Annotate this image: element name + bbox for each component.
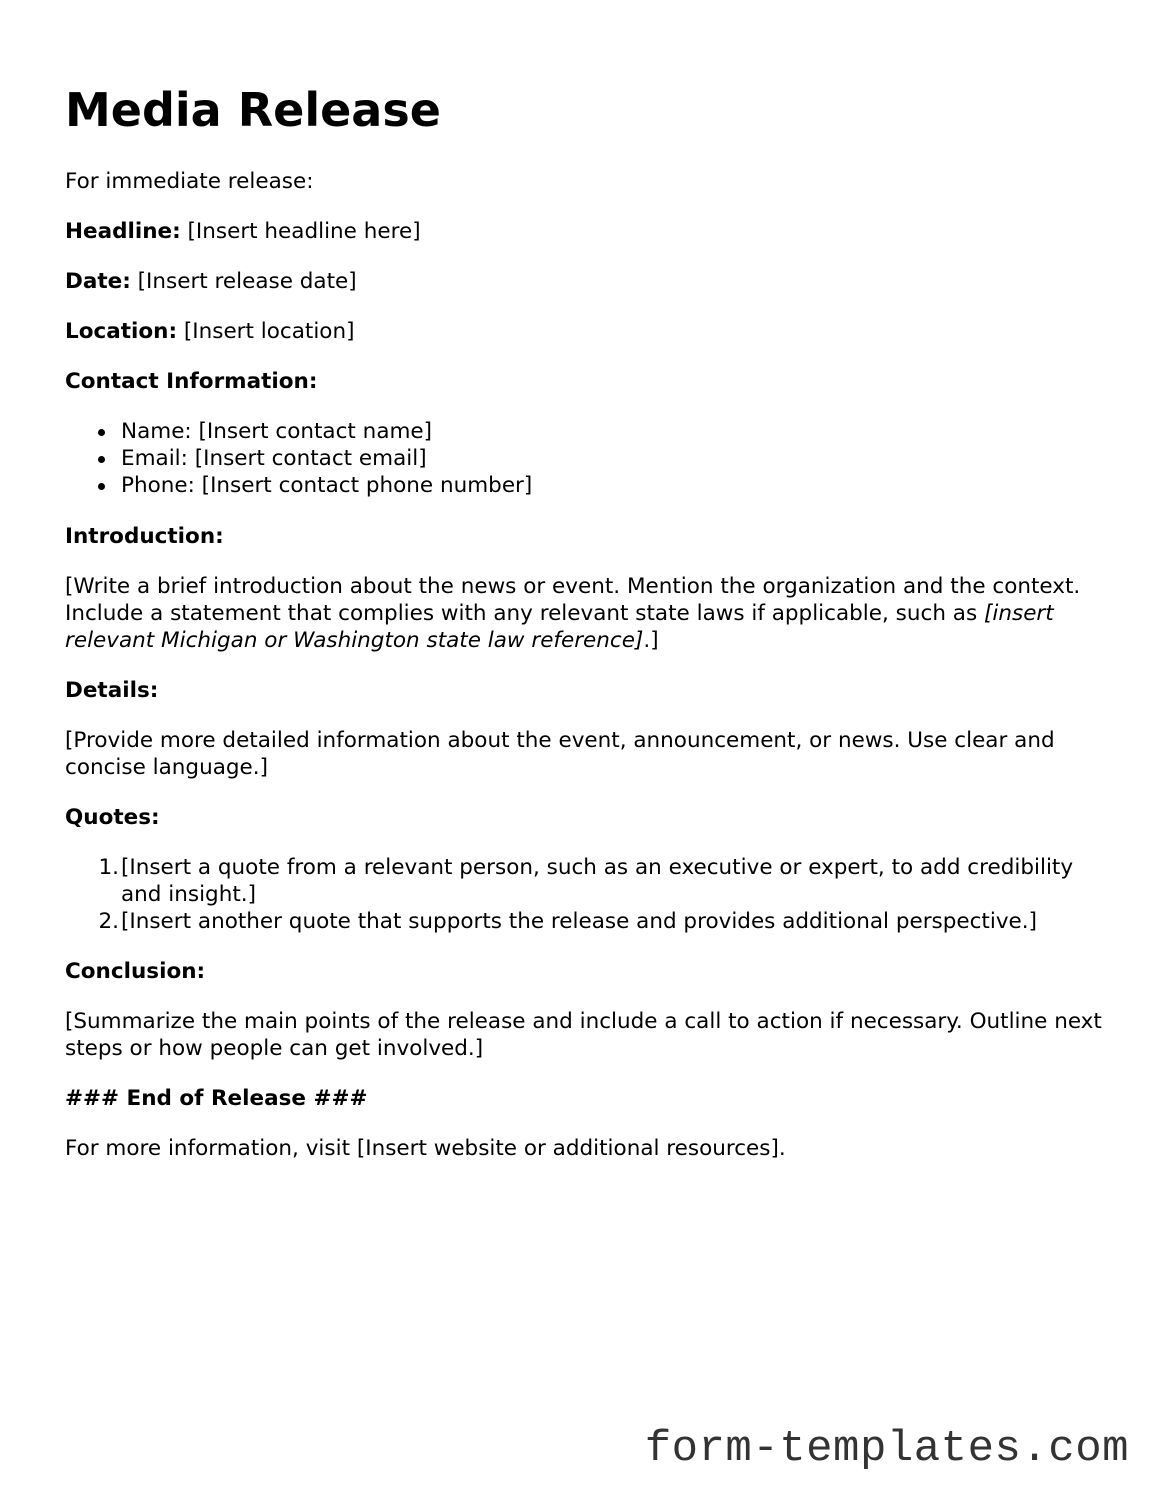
details-paragraph: [Provide more detailed information about the event, announcement, or news. Use clear and concise language.] bbox=[65, 728, 1055, 780]
contact-list bbox=[65, 418, 1105, 499]
bullet-icon bbox=[98, 456, 105, 463]
end-marker bbox=[65, 1085, 1105, 1112]
conclusion-paragraph: [Summarize the main points of the release and include a call to action if necessary. Outline next steps or how people can get involved.] bbox=[65, 1009, 1102, 1061]
introduction-text-end: .] bbox=[643, 628, 659, 653]
introduction-paragraph bbox=[65, 573, 1105, 654]
list-item bbox=[65, 908, 1105, 935]
introduction-text: [Write a brief introduction about the news or event. Mention the organization and the context. Include a statement that complies with any relevant state laws if applicable, such as bbox=[65, 574, 1081, 626]
list-item bbox=[65, 418, 1105, 445]
headline-row bbox=[65, 218, 1105, 245]
conclusion-heading-text: Conclusion: bbox=[65, 959, 206, 984]
contact-heading-text: Contact Information: bbox=[65, 369, 318, 394]
contact-name-item: Name: [Insert contact name] bbox=[121, 419, 433, 444]
conclusion-heading bbox=[65, 958, 1105, 985]
headline-label: Headline: bbox=[65, 219, 181, 244]
introduction-heading-text: Introduction: bbox=[65, 524, 224, 549]
quote-number: 2. bbox=[98, 909, 119, 934]
law-reference: [insert relevant Michigan or Washington state law reference] bbox=[65, 601, 1054, 653]
location-label: Location: bbox=[65, 319, 178, 344]
quotes-heading-text: Quotes: bbox=[65, 805, 160, 830]
quotes-heading bbox=[65, 804, 1105, 831]
introduction-heading bbox=[65, 523, 1105, 550]
end-marker-text: ### End of Release ### bbox=[65, 1086, 368, 1111]
location-value: [Insert location] bbox=[183, 319, 355, 344]
location-row bbox=[65, 318, 1105, 345]
footer-line: For more information, visit [Insert website or additional resources]. bbox=[65, 1136, 786, 1161]
quote-text: [Insert another quote that supports the release and provides additional perspective.] bbox=[121, 909, 1038, 934]
page-title: Media Release bbox=[65, 83, 441, 137]
list-item bbox=[65, 472, 1105, 499]
release-notice: For immediate release: bbox=[65, 169, 314, 194]
contact-heading bbox=[65, 368, 1105, 395]
list-item bbox=[65, 445, 1105, 472]
date-row bbox=[65, 268, 1105, 295]
list-item bbox=[65, 854, 1105, 908]
contact-phone-item: Phone: [Insert contact phone number] bbox=[121, 473, 533, 498]
headline-value: [Insert headline here] bbox=[187, 219, 421, 244]
details-heading bbox=[65, 677, 1105, 704]
quotes-list bbox=[65, 854, 1105, 935]
details-heading-text: Details: bbox=[65, 678, 159, 703]
watermark: form-templates.com bbox=[644, 1424, 1129, 1474]
quote-text: [Insert a quote from a relevant person, such as an executive or expert, to add credibility and insight.] bbox=[121, 855, 1074, 907]
bullet-icon bbox=[98, 429, 105, 436]
quote-number: 1. bbox=[98, 855, 119, 880]
bullet-icon bbox=[98, 483, 105, 490]
date-value: [Insert release date] bbox=[137, 269, 357, 294]
contact-email-item: Email: [Insert contact email] bbox=[121, 446, 427, 471]
date-label: Date: bbox=[65, 269, 131, 294]
